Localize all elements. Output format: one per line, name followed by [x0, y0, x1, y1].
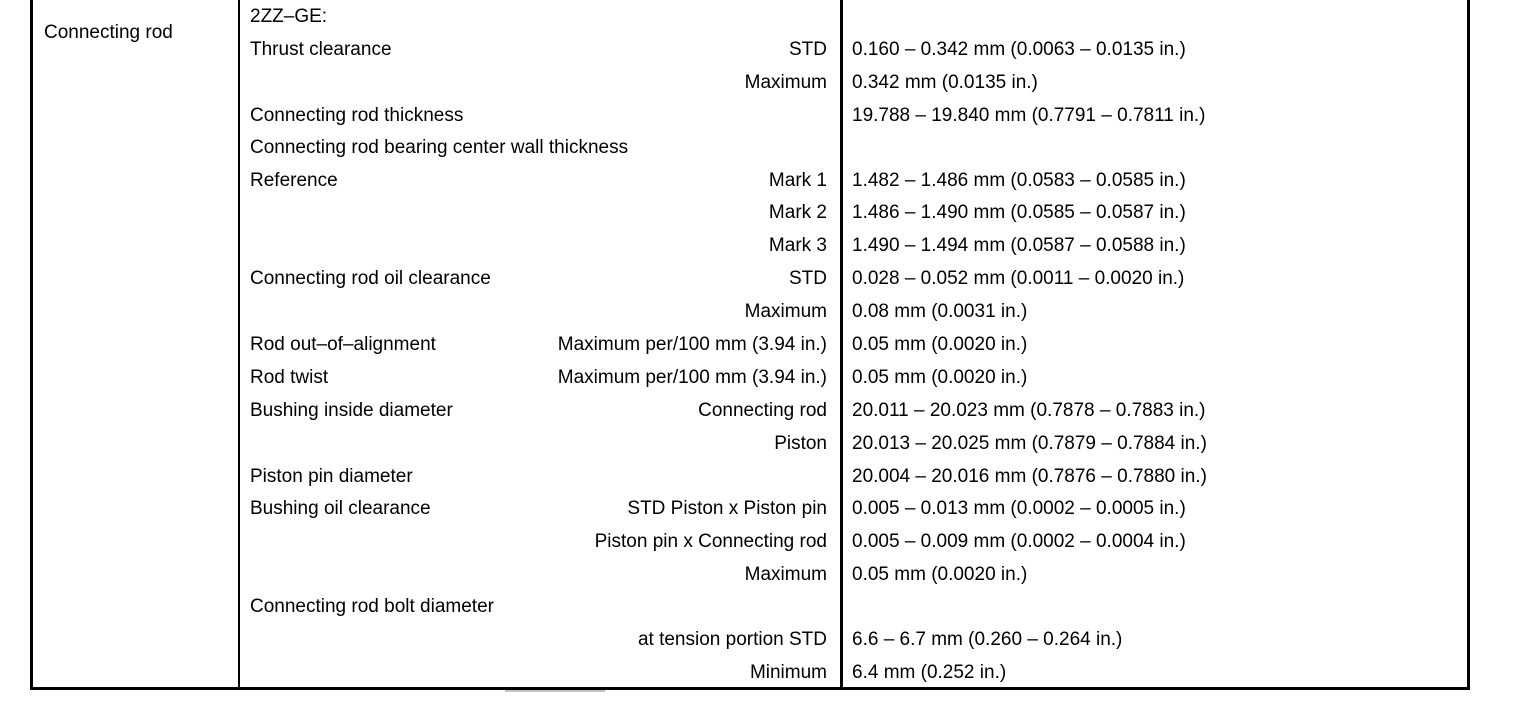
value-label: 0.028 – 0.052 mm (0.0011 – 0.0020 in.) — [852, 268, 1185, 289]
spec-row — [33, 464, 1467, 490]
condition-label: at tension portion STD — [637, 629, 827, 650]
item-label: Bushing inside diameter — [250, 400, 453, 421]
condition-label: Maximum — [744, 72, 827, 93]
value-label: 6.6 – 6.7 mm (0.260 – 0.264 in.) — [852, 629, 1123, 650]
value-label: 1.486 – 1.490 mm (0.0585 – 0.0587 in.) — [852, 202, 1186, 223]
spec-row — [33, 365, 1467, 391]
item-label: Connecting rod bearing center wall thickness — [250, 137, 629, 158]
item-label: Rod twist — [250, 367, 329, 388]
engine-code: 2ZZ–GE: — [250, 6, 328, 27]
condition-label: Mark 1 — [768, 170, 827, 191]
value-label: 0.05 mm (0.0020 in.) — [852, 334, 1028, 355]
item-label: Connecting rod bolt diameter — [250, 596, 494, 617]
condition-label: Maximum — [744, 301, 827, 322]
condition-label: Mark 3 — [768, 235, 827, 256]
item-label: Reference — [250, 170, 338, 191]
item-label: Connecting rod thickness — [250, 105, 464, 126]
spec-row — [33, 200, 1467, 226]
condition-label: Maximum per/100 mm (3.94 in.) — [557, 334, 827, 355]
spec-row — [33, 431, 1467, 457]
spec-row — [33, 594, 1467, 620]
item-label: Rod out–of–alignment — [250, 334, 436, 355]
item-label: Connecting rod oil clearance — [250, 268, 491, 289]
condition-label: Minimum — [749, 662, 827, 683]
spec-row — [33, 168, 1467, 194]
value-label: 20.011 – 20.023 mm (0.7878 – 0.7883 in.) — [852, 400, 1206, 421]
spec-row — [33, 398, 1467, 424]
spec-row — [33, 233, 1467, 259]
spec-row — [33, 299, 1467, 325]
item-label: Thrust clearance — [250, 39, 392, 60]
condition-label: Piston pin x Connecting rod — [594, 531, 827, 552]
spec-row — [33, 529, 1467, 555]
value-label: 0.005 – 0.009 mm (0.0002 – 0.0004 in.) — [852, 531, 1186, 552]
item-label: Piston pin diameter — [250, 466, 413, 487]
spec-row — [33, 37, 1467, 63]
value-label: 0.005 – 0.013 mm (0.0002 – 0.0005 in.) — [852, 498, 1186, 519]
condition-label: STD — [789, 268, 827, 289]
value-label: 1.490 – 1.494 mm (0.0587 – 0.0588 in.) — [852, 235, 1186, 256]
spec-row — [33, 496, 1467, 522]
spec-row — [33, 135, 1467, 161]
value-label: 0.05 mm (0.0020 in.) — [852, 367, 1028, 388]
value-label: 0.05 mm (0.0020 in.) — [852, 564, 1028, 585]
item-label: Bushing oil clearance — [250, 498, 431, 519]
value-label: 0.160 – 0.342 mm (0.0063 – 0.0135 in.) — [852, 39, 1186, 60]
value-label: 19.788 – 19.840 mm (0.7791 – 0.7811 in.) — [852, 105, 1206, 126]
value-label: 0.342 mm (0.0135 in.) — [852, 72, 1038, 93]
condition-label: Connecting rod — [698, 400, 827, 421]
condition-label: STD — [789, 39, 827, 60]
component-label: Connecting rod — [44, 22, 173, 43]
spec-row — [33, 70, 1467, 96]
value-label: 1.482 – 1.486 mm (0.0583 – 0.0585 in.) — [852, 170, 1186, 191]
spec-table — [30, 0, 1470, 690]
spec-row — [33, 660, 1467, 686]
value-label: 0.08 mm (0.0031 in.) — [852, 301, 1028, 322]
condition-label: STD Piston x Piston pin — [627, 498, 827, 519]
spec-row — [33, 332, 1467, 358]
spec-row — [33, 627, 1467, 653]
value-label: 6.4 mm (0.252 in.) — [852, 662, 1007, 683]
condition-label: Maximum per/100 mm (3.94 in.) — [557, 367, 827, 388]
value-label: 20.013 – 20.025 mm (0.7879 – 0.7884 in.) — [852, 433, 1207, 454]
spec-row — [33, 266, 1467, 292]
condition-label: Maximum — [744, 564, 827, 585]
scan-artifact — [505, 690, 605, 692]
spec-row — [33, 562, 1467, 588]
value-label: 20.004 – 20.016 mm (0.7876 – 0.7880 in.) — [852, 466, 1207, 487]
condition-label: Piston — [774, 433, 827, 454]
spec-row — [33, 103, 1467, 129]
condition-label: Mark 2 — [768, 202, 827, 223]
